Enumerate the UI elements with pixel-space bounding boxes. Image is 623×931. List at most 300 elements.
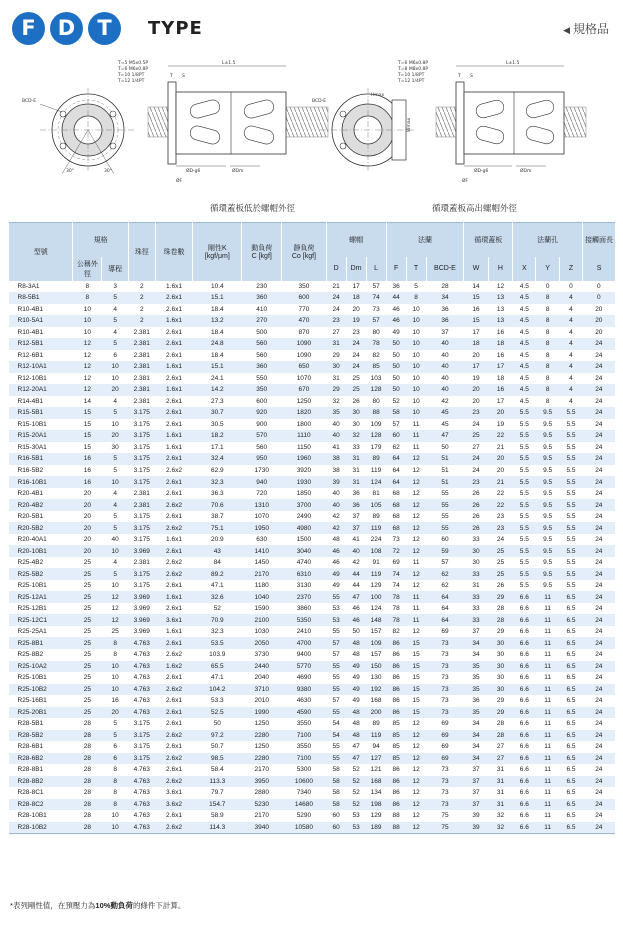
table-cell: 5 — [113, 720, 117, 728]
table-cell: 37 — [472, 766, 480, 774]
table-cell: 3.6x1 — [155, 614, 193, 626]
table-cell: 8 — [102, 637, 129, 649]
svg-text:BCD-E: BCD-E — [312, 99, 327, 104]
table-cell: 70.9 — [193, 614, 242, 626]
table-cell: 12 — [73, 338, 102, 350]
table-cell: 3.175 — [133, 420, 150, 428]
table-cell: 24 — [583, 338, 615, 350]
left-flange — [168, 82, 176, 164]
table-cell: 5 — [414, 282, 418, 290]
table-cell: 4.5 — [519, 282, 529, 290]
table-cell: 2.6x1 — [166, 490, 182, 498]
table-cell: 24 — [595, 351, 603, 359]
table-cell: 15 — [83, 420, 91, 428]
table-cell: 31 — [332, 374, 340, 382]
table-cell: 11 — [544, 766, 552, 774]
table-cell: 47 — [352, 743, 360, 751]
table-cell: 2170 — [254, 812, 269, 820]
table-cell: 4.5 — [513, 338, 536, 350]
table-cell: 24.8 — [193, 338, 242, 350]
table-cell: 4 — [559, 292, 582, 304]
table-cell: 37 — [441, 328, 449, 336]
table-cell: 11 — [536, 591, 559, 603]
table-cell: 1250 — [296, 397, 312, 405]
table-cell: 29 — [496, 628, 505, 636]
table-cell: 6.5 — [559, 684, 582, 696]
table-cell: 270 — [242, 315, 282, 327]
table-cell: 10 — [102, 822, 129, 834]
table-cell: 31 — [346, 476, 366, 488]
th-h: H — [488, 257, 512, 281]
table-cell: 3550 — [296, 743, 312, 751]
table-cell: 17 — [488, 361, 512, 373]
table-cell: 5770 — [282, 661, 326, 673]
table-cell: 6.5 — [566, 651, 576, 659]
table-cell: 20 — [464, 384, 488, 396]
table-cell: 24 — [472, 420, 480, 428]
table-cell: 1730 — [254, 467, 269, 474]
table-cell: 15 — [83, 443, 91, 451]
table-cell: 2.381 — [128, 499, 155, 511]
table-cell: 2.6x1 — [166, 582, 182, 590]
table-cell: 10 — [406, 338, 426, 350]
table-cell: 6.5 — [559, 707, 582, 719]
table-cell: 10.4 — [210, 282, 224, 290]
table-cell: 940 — [242, 476, 282, 488]
th-l: L — [366, 257, 386, 281]
table-cell: 79.7 — [210, 789, 224, 797]
cell-model: R15-10B1 — [17, 420, 47, 428]
technical-drawings — [0, 52, 623, 212]
svg-text:L±1.5: L±1.5 — [506, 61, 520, 66]
table-cell: 3940 — [242, 822, 282, 834]
table-cell: 50 — [386, 338, 406, 350]
table-cell: 28 — [488, 730, 512, 742]
table-cell: 2.381 — [128, 361, 155, 373]
table-cell: 53 — [352, 812, 360, 820]
table-cell: 25 — [83, 605, 91, 613]
th-rigidity: 剛性K [kgf/μm] — [193, 223, 242, 281]
table-cell: 12 — [406, 822, 426, 834]
table-cell: 11 — [544, 789, 552, 797]
table-cell: 2280 — [242, 730, 282, 742]
table-cell: 470 — [282, 315, 326, 327]
cell-model: R14-4B1 — [17, 397, 44, 405]
table-cell: 64 — [386, 453, 406, 465]
table-cell: 5.5 — [566, 582, 576, 590]
table-cell: 69 — [392, 559, 400, 567]
table-cell: 360 — [242, 361, 282, 373]
table-cell: 34 — [472, 743, 480, 751]
spec-link-label: 規格品 — [572, 22, 609, 36]
table-cell: 16 — [488, 384, 512, 396]
table-cell: 2880 — [254, 789, 269, 797]
table-cell: 24 — [332, 305, 340, 313]
table-cell: 40 — [441, 374, 449, 382]
table-row — [9, 626, 616, 638]
table-row — [9, 338, 616, 350]
table-cell: 1500 — [296, 536, 312, 544]
table-cell: 1.6x2 — [155, 661, 193, 673]
table-cell: 6.6 — [519, 628, 529, 636]
table-cell: 2.6x2 — [155, 568, 193, 580]
table-cell: 10 — [102, 476, 129, 488]
table-cell: 55 — [332, 743, 340, 751]
table-cell: 32 — [346, 430, 366, 442]
table-cell: 58 — [332, 789, 340, 797]
table-cell: 10 — [83, 328, 91, 336]
table-cell: 550 — [256, 374, 268, 382]
table-cell: 18 — [496, 374, 505, 382]
table-cell: 15 — [406, 684, 426, 696]
table-cell: 26 — [472, 490, 480, 498]
cell-model: R28-8B1 — [17, 766, 44, 774]
table-cell: 3.969 — [128, 545, 155, 557]
table-cell: 35 — [326, 407, 346, 419]
table-cell: 9.5 — [536, 476, 559, 488]
table-cell: 5.5 — [559, 545, 582, 557]
th-f: F — [386, 257, 406, 281]
table-cell: 3920 — [296, 467, 312, 474]
table-cell: 11 — [536, 776, 559, 788]
table-cell: 36 — [352, 490, 360, 498]
table-cell: 2.6x1 — [155, 292, 193, 304]
table-cell: 1310 — [242, 499, 282, 511]
table-cell: 12 — [406, 568, 426, 580]
table-cell: 28 — [73, 822, 102, 834]
table-cell: 2.6x1 — [155, 707, 193, 719]
table-cell: 6.5 — [559, 799, 582, 811]
table-cell: 4.5 — [513, 384, 536, 396]
table-cell: 20 — [83, 536, 91, 544]
cell-model: R15-30A1 — [17, 443, 47, 451]
table-cell: 24 — [346, 338, 366, 350]
table-cell: 20.9 — [210, 536, 224, 544]
table-cell: 25 — [111, 628, 119, 636]
table-cell: 4.763 — [128, 776, 155, 788]
caption-right: 循環蓋板高出螺帽外徑 — [432, 203, 518, 213]
table-cell: 5.5 — [513, 568, 536, 580]
table-cell: 39 — [326, 476, 346, 488]
spec-link[interactable] — [563, 20, 609, 37]
table-cell: 60 — [332, 812, 340, 820]
table-cell: 5230 — [242, 799, 282, 811]
table-cell: 22 — [488, 499, 512, 511]
table-cell: 11 — [536, 637, 559, 649]
table-cell: 86 — [386, 661, 406, 673]
table-cell: 48 — [346, 707, 366, 719]
table-cell: 5.5 — [559, 430, 582, 442]
table-cell: 10 — [111, 674, 119, 682]
table-cell: 22 — [488, 430, 512, 442]
th-static: 靜負荷 Co [kgf] — [282, 223, 326, 281]
table-cell: 5.5 — [566, 467, 576, 474]
table-cell: 5.5 — [566, 536, 576, 544]
table-cell: 2.6x1 — [155, 338, 193, 350]
table-cell: 4 — [113, 328, 117, 336]
table-cell: 4690 — [296, 674, 312, 682]
table-row — [9, 672, 616, 684]
table-cell: 23 — [352, 328, 360, 336]
table-cell: 4 — [559, 315, 582, 327]
table-cell: 2.6x2 — [166, 467, 182, 474]
table-cell: 24 — [583, 499, 615, 511]
table-cell: 4.763 — [128, 822, 155, 834]
cell-model: R28-6B2 — [9, 753, 73, 765]
table-cell: 3.175 — [128, 568, 155, 580]
table-row — [9, 764, 616, 776]
cell-model: R28-10B1 — [17, 812, 47, 820]
table-cell: 6 — [102, 753, 129, 765]
cell-model: R25-10B2 — [9, 684, 73, 696]
table-cell: 24 — [595, 467, 603, 474]
table-cell: 30 — [326, 361, 346, 373]
svg-text:T=10 1/8PT: T=10 1/8PT — [118, 73, 145, 78]
badge-d: D — [50, 12, 83, 45]
table-cell: 35 — [472, 674, 480, 682]
table-cell: 36 — [426, 315, 464, 327]
cell-model: R10-4B1 — [17, 305, 44, 313]
table-cell: 12 — [406, 753, 426, 765]
table-cell: 11 — [544, 605, 552, 613]
table-cell: 2.6x1 — [166, 397, 182, 405]
table-cell: 3.6x1 — [166, 789, 182, 797]
table-cell: 3.175 — [133, 582, 150, 590]
table-cell: 54 — [326, 730, 346, 742]
table-cell: 3.175 — [133, 743, 150, 751]
table-row — [9, 511, 616, 523]
table-cell: 5 — [113, 467, 117, 474]
table-cell: 28 — [83, 812, 91, 820]
table-cell: 15 — [406, 661, 426, 673]
table-cell: 60 — [386, 430, 406, 442]
table-cell: 4 — [569, 351, 573, 359]
table-cell: 89 — [366, 453, 386, 465]
table-cell: 5.5 — [559, 522, 582, 534]
table-cell: 1250 — [254, 720, 269, 728]
svg-text:ØF: ØF — [176, 179, 183, 184]
cell-model: R12-20A1 — [9, 384, 73, 396]
table-cell: 3.175 — [128, 407, 155, 419]
table-cell: 5.5 — [566, 513, 576, 521]
table-cell: 37 — [464, 799, 488, 811]
table-cell: 11 — [536, 799, 559, 811]
table-cell: 13 — [488, 315, 512, 327]
svg-text:S: S — [470, 74, 473, 79]
table-cell: 40 — [326, 499, 346, 511]
table-cell: 12 — [412, 789, 420, 797]
cell-model: R12-6B1 — [17, 351, 44, 359]
table-cell: 2490 — [296, 513, 312, 521]
table-cell: 81 — [372, 490, 380, 498]
th-lead: 導程 — [102, 257, 129, 281]
table-cell: 31 — [496, 766, 505, 774]
table-cell: 88 — [366, 407, 386, 419]
table-cell: 25 — [83, 628, 91, 636]
table-cell: 18.4 — [210, 351, 224, 359]
table-cell: 4.763 — [133, 766, 150, 774]
table-cell: 15 — [412, 674, 420, 682]
table-cell: 12 — [73, 384, 102, 396]
table-cell: 49 — [352, 674, 360, 682]
table-cell: 24 — [583, 661, 615, 673]
table-cell: 86 — [386, 707, 406, 719]
table-cell: 31 — [496, 789, 505, 797]
table-cell: 68 — [392, 490, 400, 498]
table-cell: 30 — [464, 545, 488, 557]
table-cell: 86 — [386, 776, 406, 788]
table-cell: 9.5 — [536, 407, 559, 419]
table-cell: 6.5 — [566, 628, 576, 636]
table-cell: 20 — [496, 467, 505, 474]
table-cell: 2440 — [242, 661, 282, 673]
table-cell: 3.175 — [128, 522, 155, 534]
spec-table-body — [9, 281, 616, 834]
table-cell: 86 — [392, 674, 400, 682]
table-cell: 9.5 — [543, 490, 553, 498]
table-cell: 55 — [326, 707, 346, 719]
table-cell: 12 — [406, 522, 426, 534]
table-cell: 4 — [569, 397, 573, 405]
table-cell: 3040 — [282, 545, 326, 557]
table-cell: 42 — [326, 522, 346, 534]
table-cell: 57 — [366, 315, 386, 327]
table-cell: 200 — [366, 707, 386, 719]
table-cell: 60 — [326, 822, 346, 834]
table-cell: 51 — [426, 453, 464, 465]
table-cell: 3.175 — [133, 443, 150, 451]
table-cell: 24 — [583, 476, 615, 488]
table-cell: 9.5 — [543, 559, 553, 567]
table-cell: 5.5 — [559, 407, 582, 419]
table-cell: 2.381 — [133, 351, 150, 359]
table-cell: 49 — [346, 661, 366, 673]
table-cell: 2.6x2 — [155, 753, 193, 765]
table-cell: 6.6 — [513, 799, 536, 811]
table-cell: 64 — [426, 614, 464, 626]
table-cell: 18.4 — [210, 328, 224, 336]
table-cell: 26 — [472, 513, 480, 521]
table-cell: 154.7 — [193, 799, 242, 811]
table-cell: 24 — [346, 361, 366, 373]
table-cell: 5.5 — [519, 536, 529, 544]
table-cell: 5 — [102, 453, 129, 465]
table-cell: 34 — [472, 720, 480, 728]
table-cell: 28 — [73, 730, 102, 742]
table-cell: 10 — [111, 420, 119, 428]
table-cell: 24 — [583, 614, 615, 626]
table-cell: 6.6 — [519, 720, 529, 728]
table-cell: 350 — [298, 282, 310, 290]
table-cell: 4 — [102, 499, 129, 511]
table-cell: 38 — [326, 453, 346, 465]
table-cell: 20 — [73, 545, 102, 557]
table-cell: 11 — [544, 674, 552, 682]
table-cell: 15 — [406, 707, 426, 719]
table-cell: 4.763 — [128, 684, 155, 696]
table-cell: 12 — [412, 628, 420, 636]
table-cell: 23 — [496, 513, 505, 521]
table-cell: 6.5 — [559, 730, 582, 742]
table-cell: 31 — [352, 467, 360, 474]
table-cell: 25 — [73, 568, 102, 580]
table-cell: 192 — [366, 684, 386, 696]
table-cell: 4.763 — [128, 661, 155, 673]
table-cell: 2.6x1 — [166, 605, 182, 613]
table-cell: 50 — [441, 443, 449, 451]
table-cell: 5.5 — [513, 522, 536, 534]
table-cell: 24 — [595, 766, 603, 774]
table-cell: 198 — [366, 799, 386, 811]
table-cell: 89.2 — [193, 568, 242, 580]
table-cell: 6310 — [282, 568, 326, 580]
svg-text:T: T — [458, 74, 461, 79]
table-cell: 38 — [332, 467, 340, 474]
table-cell: 58 — [326, 799, 346, 811]
table-cell: 75.1 — [193, 522, 242, 534]
table-cell: 16 — [73, 476, 102, 488]
cell-model: R20-4B1 — [17, 490, 44, 498]
table-cell: 49 — [352, 697, 360, 705]
table-cell: 12 — [412, 513, 420, 521]
table-row — [9, 695, 616, 707]
table-cell: 189 — [366, 822, 386, 834]
table-cell: 18.2 — [193, 430, 242, 442]
table-cell: 5 — [102, 315, 129, 327]
table-cell: 12 — [102, 614, 129, 626]
table-cell: 128 — [366, 430, 386, 442]
table-cell: 5350 — [282, 614, 326, 626]
table-cell: 59 — [426, 545, 464, 557]
table-cell: 5.5 — [566, 443, 576, 451]
table-cell: 124 — [370, 605, 382, 613]
table-cell: 3710 — [242, 684, 282, 696]
table-cell: 8 — [113, 789, 117, 797]
table-cell: 46 — [352, 605, 360, 613]
table-cell: 5.5 — [559, 499, 582, 511]
table-cell: 127 — [366, 753, 386, 765]
table-cell: 35 — [464, 707, 488, 719]
table-cell: 134 — [370, 789, 382, 797]
table-cell: 224 — [370, 536, 382, 544]
table-cell: 52 — [352, 789, 360, 797]
table-cell: 24 — [583, 545, 615, 557]
table-cell: 64 — [441, 605, 449, 613]
table-row — [9, 304, 616, 316]
table-cell: 8 — [536, 361, 559, 373]
th-z: Z — [559, 257, 582, 281]
table-cell: 10 — [412, 351, 420, 359]
table-cell: 2.6x2 — [155, 499, 193, 511]
table-cell: 770 — [298, 305, 310, 313]
table-cell: 560 — [256, 443, 268, 451]
table-cell: 32.4 — [193, 453, 242, 465]
table-cell: 20 — [73, 499, 102, 511]
table-row — [9, 430, 616, 442]
table-cell: 49 — [332, 582, 340, 590]
table-cell: 8 — [545, 305, 550, 313]
right-drawing — [312, 60, 586, 184]
table-cell: 30 — [488, 661, 512, 673]
table-cell: 24 — [496, 536, 505, 544]
table-cell: 6.6 — [519, 789, 529, 797]
table-cell: 105 — [366, 499, 386, 511]
table-cell: 33 — [472, 605, 480, 613]
table-cell: 15 — [464, 292, 488, 304]
table-cell: 25 — [346, 384, 366, 396]
table-cell: 2.6x1 — [166, 513, 182, 521]
cell-model: R28-5B2 — [9, 730, 73, 742]
